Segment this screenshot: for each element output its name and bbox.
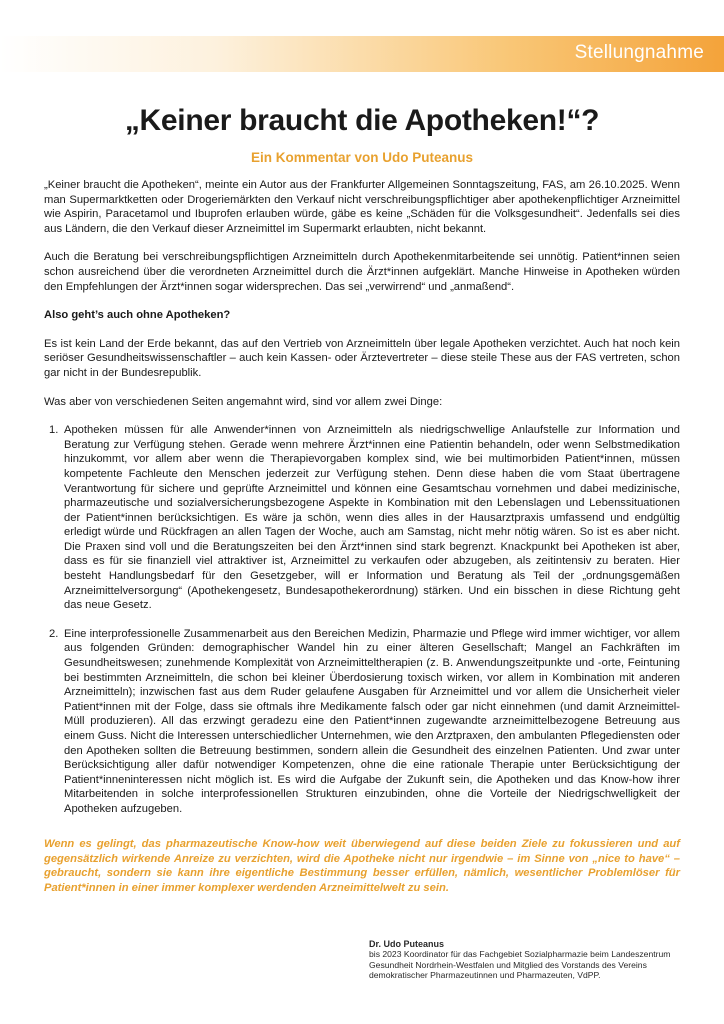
list-item	[44, 627, 680, 817]
section-label: Stellungnahme	[574, 42, 704, 63]
paragraph-consultation: Auch die Beratung bei verschreibungspflichtigen Arzneimitteln durch Apothekenmitarbeitende sei unnötig. Patient*innen seien schon ausreichend über die verordneten Arzneimittel durch die Ärzt*innen aufgeklärt. Manche Hinweise in Apotheken würden den Empfehlungen der Ärzt*innen sogar widersprechen. Das sei „verwirrend“ und „anmaßend“.	[44, 251, 680, 293]
article-byline: Ein Kommentar von Udo Puteanus	[250, 150, 474, 165]
list-item	[44, 423, 680, 613]
list-item-number: 1.	[49, 424, 59, 437]
author-bio: bis 2023 Koordinator für das Fachgebiet Sozialpharmazie beim Landeszentrum Gesundheit Nordrhein-Westfalen und Mitglied des Vorstands des Vereins demokratischer Pharmazeutinnen und Pharmazeuten, VdPP.	[369, 949, 671, 981]
author-name: Dr. Udo Puteanus	[369, 939, 445, 949]
paragraph-no-country: Es ist kein Land der Erde bekannt, das auf den Vertrieb von Arzneimitteln über legale Apotheken verzichtet. Auch hat noch kein seriöser Gesundheitswissenschaftler – auch kein Kassen- oder Ärztevertreter – diese steile These aus der FAS vertreten, schon gar nicht in der Bundesrepublik.	[44, 337, 680, 379]
list-item-text: Eine interprofessionelle Zusammenarbeit aus den Bereichen Medizin, Pharmazie und Pflege wird immer wichtiger, vor allem aus folgenden Gründen: demographischer Wandel hin zu einer älteren Gesellschaft; Mangel an Fachkräften im Gesundheitswesen; zunehmende Komplexität von Arzneimitteltherapien (z. B. Anwendungszeitpunkte und -orte, Feintuning bei bestimmten Arzneimitteln, die schon bei kleiner Überdosierung toxisch wirken, vor allem in Kombination mit anderen Arzneimitteln); inzwischen fast aus dem Ruder gelaufene Ausgaben für Arzneimittel und vor allem die Unsicherheit vieler Patient*innen mit der Folge, dass sie oftmals ihre Medikamente falsch oder gar nicht einnehmen (und damit Arzneimittel-Müll produzieren). All das erzwingt geradezu eine den Patient*innen zugewandte arzneimittelbezogene Betreuung aus einem Guss. Nicht die Interessen unterschiedlicher Unternehmen, wie den Arztpraxen, den ambulanten Pflegediensten oder den Apotheken sollten die Betreuung bestimmen, sondern allein die Gesundheit des einzelnen Patienten. Und zwar unter Berücksichtigung aller dafür notwendiger Kompetenzen, ohne die eine rationale Therapie unter Berücksichtigung der Patient*inneninteressen nicht möglich ist. Es wird die Aufgabe der Zukunft sein, die Apotheken und das Know-how ihrer Mitarbeitenden in solche interprofessionellen Strukturen einzubinden, ohne die Vorteile der Niedrigschwelligkeit der Apotheken aufzugeben.	[64, 627, 680, 815]
article-body	[44, 178, 680, 831]
subheading: Also geht’s auch ohne Apotheken?	[44, 309, 231, 322]
author-box	[369, 939, 689, 981]
list-intro: Was aber von verschiedenen Seiten angemahnt wird, sind vor allem zwei Dinge:	[44, 395, 443, 408]
article-title: „Keiner braucht die Apotheken!“?	[124, 104, 600, 137]
list-item-number: 2.	[49, 627, 59, 640]
closing-statement: Wenn es gelingt, das pharmazeutische Know-how weit überwiegend auf diese beiden Ziele zu fokussieren und auf gegensätzlich wirkende Anreize zu verzichten, wird die Apotheke nicht nur irgendwie – im Sinne von „nice to have“ – gebraucht, sondern sie kann ihre eigentliche Bestimmung besser erfüllen, nämlich, wesentlicher Problemlöser für Patient*innen in einer immer komplexer werdenden Arzneimittelwelt zu sein.	[44, 838, 680, 894]
section-banner	[0, 36, 724, 72]
paragraph-intro: „Keiner braucht die Apotheken“, meinte ein Autor aus der Frankfurter Allgemeinen Sonntagszeitung, FAS, am 26.10.2025. Wenn man Supermarktketten oder Drogeriemärkten den Verkauf nicht verschreibungspflichtiger aber apothekenpflichtiger Arzneimittel wie Aspirin, Paracetamol und Ibuprofen erlauben würde, gäbe es keine „Schäden für die Volksgesundheit“. Jedenfalls sei dies aus Ländern, die den Verkauf dieser Arzneimittel im Supermarkt erlaubten, nicht bekannt.	[44, 179, 680, 235]
points-list	[44, 423, 680, 816]
list-item-text: Apotheken müssen für alle Anwender*innen von Arzneimitteln als niedrigschwellige Anlaufstelle zur Information und Beratung zur Verfügung stehen. Gerade wenn mehrere Ärzt*innen eine Patientin behandeln, oder wenn Selbstmedikation hinzukommt, vor allem aber wenn die Therapievorgaben komplex sind, wie bei multimorbiden Patient*innen, müssen kompetente Fachleute den Menschen jederzeit zur Verfügung stehen. Denn diese haben die vom Staat übertragene Verantwortung für sichere und geprüfte Arzneimittel und können eine Gesamtschau vornehmen und dabei medizinische, pharmazeutische und sozialversicherungsbezogene Aspekte in Kombination mit den Lebenslagen und Lebenssituationen der Patient*innen berücksichtigen. Es wäre ja schön, wenn dies alles in der Hausarztpraxis umfassend und endgültig erledigt würde und Rückfragen an allen Tagen der Woche, auch am Samstag, nicht mehr nötig wären. So ist es aber nicht. Die Praxen sind voll und die Beratungszeiten bei den Ärzt*innen sind stark begrenzt. Knackpunkt bei Apotheken ist aber, dass es für sie finanziell viel attraktiver ist, Arzneimittel zu verkaufen oder abzugeben, als zeitintensiv zu beraten. Hier besteht Handlungsbedarf für den Gesetzgeber, will er Information und Beratung als Teil der „ordnungsgemäßen Arzneimittelversorgung“ (Apothekengesetz, Bundesapothekerordnung) stärken. Und ein bisschen in diese Richtung geht das neue Gesetz.	[64, 424, 680, 612]
